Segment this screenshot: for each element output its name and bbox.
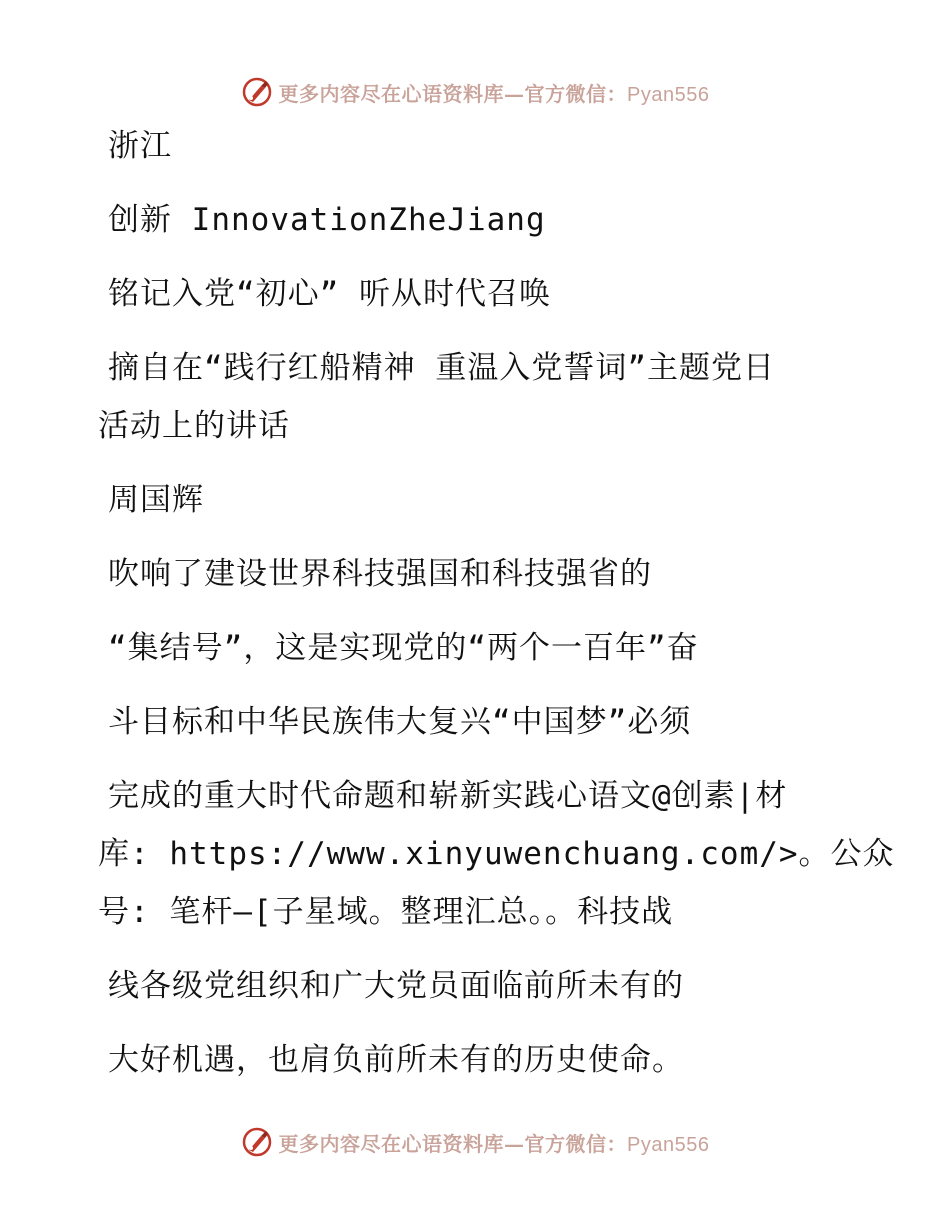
pen-logo-icon — [241, 1126, 273, 1158]
doc-line-2: 创新 InnovationZheJiang — [108, 202, 546, 238]
doc-line-10: 完成的重大时代命题和崭新实践心语文@创素|材 — [108, 778, 788, 814]
doc-line-13: 线各级党组织和广大党员面临前所未有的 — [108, 968, 684, 1004]
watermark-text: 更多内容尽在心语资料库—官方微信：Pyan556 — [278, 1131, 710, 1156]
doc-line-3: 铭记入党“初心” 听从时代召唤 — [108, 276, 551, 312]
doc-line-1: 浙江 — [108, 128, 172, 164]
doc-line-8: “集结号”，这是实现党的“两个一百年”奋 — [108, 630, 699, 666]
doc-line-6: 周国辉 — [108, 482, 204, 518]
watermark-text: 更多内容尽在心语资料库—官方微信：Pyan556 — [278, 81, 710, 106]
wechat-id: Pyan556 — [627, 1133, 710, 1156]
doc-line-11: 库: https://www.xinyuwenchuang.com/>。公众 — [98, 836, 895, 872]
doc-line-7: 吹响了建设世界科技强国和科技强省的 — [108, 556, 652, 592]
doc-line-5: 活动上的讲话 — [98, 408, 290, 444]
doc-line-9: 斗目标和中华民族伟大复兴“中国梦”必须 — [108, 704, 692, 740]
wechat-id: Pyan556 — [627, 83, 710, 106]
pen-logo-icon — [241, 76, 273, 108]
doc-line-12: 号: 笔杆—[子星域。整理汇总。。科技战 — [98, 894, 674, 930]
footer-watermark — [0, 1122, 950, 1162]
doc-line-14: 大好机遇，也肩负前所未有的历史使命。 — [108, 1042, 684, 1078]
doc-line-4: 摘自在“践行红船精神 重温入党誓词”主题党日 — [108, 350, 775, 386]
header-watermark — [0, 72, 950, 112]
